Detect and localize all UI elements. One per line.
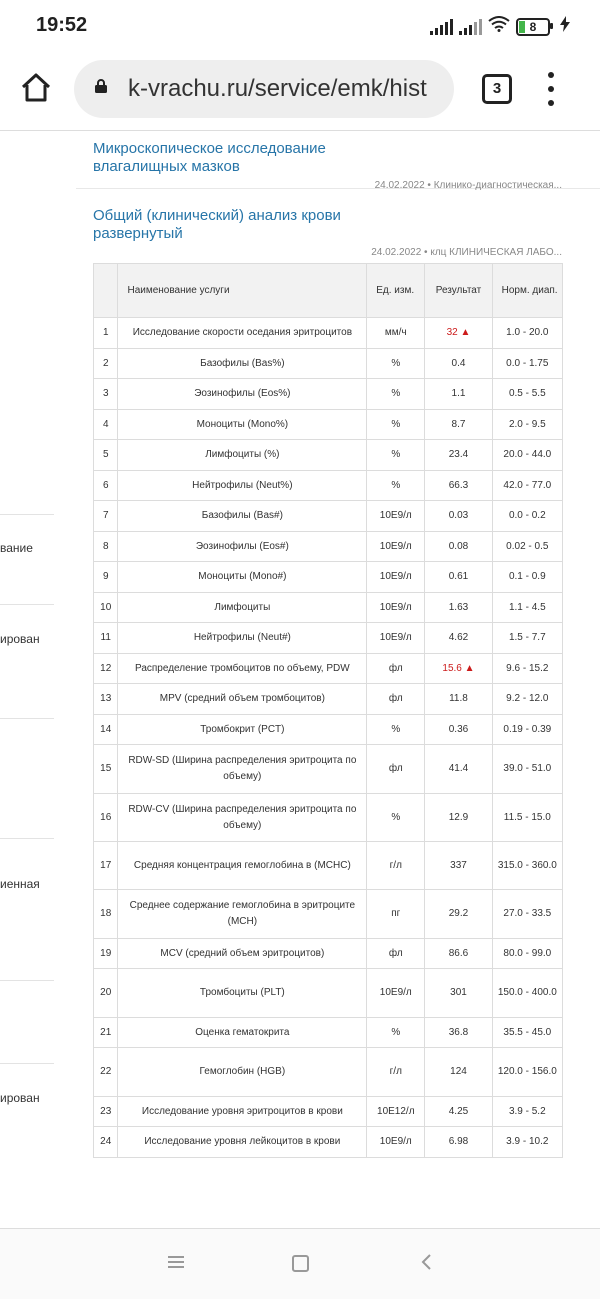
row-unit: фл — [367, 684, 425, 715]
row-result: 0.36 — [425, 715, 492, 745]
row-unit: % — [367, 471, 425, 501]
row-result: 4.62 — [425, 623, 492, 654]
row-unit: 10E9/л — [367, 532, 425, 562]
row-result: 66.3 — [425, 471, 492, 501]
row-number: 14 — [94, 715, 118, 745]
row-result: 86.6 — [425, 939, 492, 969]
row-number: 12 — [94, 654, 118, 684]
row-service-name: RDW-SD (Ширина распределения эритроцита по объему) — [118, 745, 367, 794]
table-row — [94, 440, 563, 471]
table-row — [94, 1048, 563, 1097]
row-unit: % — [367, 715, 425, 745]
row-service-name: Гемоглобин (HGB) — [118, 1048, 367, 1097]
row-result: 124 — [425, 1048, 492, 1097]
row-number: 3 — [94, 379, 118, 410]
row-result: 6.98 — [425, 1127, 492, 1158]
row-number: 7 — [94, 501, 118, 532]
row-number: 11 — [94, 623, 118, 654]
row-unit: 10E9/л — [367, 969, 425, 1018]
row-service-name: Оценка гематокрита — [118, 1018, 367, 1048]
url-field[interactable] — [74, 60, 454, 118]
row-norm-range: 1.0 - 20.0 — [492, 318, 562, 349]
left-divider — [0, 514, 54, 515]
row-result: 15.6 ▲ — [425, 654, 492, 684]
row-number: 6 — [94, 471, 118, 501]
row-norm-range: 20.0 - 44.0 — [492, 440, 562, 471]
row-norm-range: 0.19 - 0.39 — [492, 715, 562, 745]
row-unit: 10E9/л — [367, 1127, 425, 1158]
row-number: 8 — [94, 532, 118, 562]
url-text: k-vrachu.ru/service/emk/hist — [128, 75, 427, 102]
row-norm-range: 9.2 - 12.0 — [492, 684, 562, 715]
row-norm-range: 3.9 - 10.2 — [492, 1127, 562, 1158]
table-row — [94, 1097, 563, 1127]
table-header-row — [94, 264, 563, 318]
row-unit: % — [367, 410, 425, 440]
header-result: Результат — [425, 264, 492, 318]
row-result: 301 — [425, 969, 492, 1018]
more-icon — [548, 72, 554, 78]
row-result: 1.63 — [425, 593, 492, 623]
row-service-name: Эозинофилы (Eos#) — [118, 532, 367, 562]
table-row — [94, 684, 563, 715]
row-norm-range: 42.0 - 77.0 — [492, 471, 562, 501]
row-norm-range: 80.0 - 99.0 — [492, 939, 562, 969]
row-norm-range: 315.0 - 360.0 — [492, 842, 562, 890]
battery-level: 8 — [529, 19, 537, 34]
table-row — [94, 890, 563, 939]
row-service-name: MPV (средний объем тромбоцитов) — [118, 684, 367, 715]
row-service-name: Лимфоциты (%) — [118, 440, 367, 471]
browser-menu-button[interactable] — [546, 72, 556, 106]
row-norm-range: 27.0 - 33.5 — [492, 890, 562, 939]
left-item-fragment[interactable]: ирован — [0, 1091, 40, 1105]
left-item-fragment[interactable]: ирован — [0, 632, 40, 646]
system-nav-bar — [0, 1229, 600, 1299]
row-unit: % — [367, 440, 425, 471]
left-divider — [0, 838, 54, 839]
row-norm-range: 39.0 - 51.0 — [492, 745, 562, 794]
row-service-name: Нейтрофилы (Neut#) — [118, 623, 367, 654]
table-row — [94, 1018, 563, 1048]
record-meta: 24.02.2022 • Клинико-диагностическая... — [374, 180, 562, 191]
row-unit: г/л — [367, 1048, 425, 1097]
left-divider — [0, 980, 54, 981]
back-button[interactable] — [420, 1253, 432, 1271]
charging-icon — [560, 16, 570, 37]
row-number: 24 — [94, 1127, 118, 1158]
recent-apps-button[interactable] — [168, 1256, 184, 1268]
table-body — [94, 318, 563, 1158]
row-number: 15 — [94, 745, 118, 794]
row-norm-range: 1.1 - 4.5 — [492, 593, 562, 623]
table-row — [94, 794, 563, 842]
table-row — [94, 532, 563, 562]
row-number: 17 — [94, 842, 118, 890]
row-result: 41.4 — [425, 745, 492, 794]
table-row — [94, 379, 563, 410]
row-unit: фл — [367, 939, 425, 969]
row-service-name: MCV (средний объем эритроцитов) — [118, 939, 367, 969]
header-num — [94, 264, 118, 318]
row-norm-range: 0.5 - 5.5 — [492, 379, 562, 410]
row-service-name: Нейтрофилы (Neut%) — [118, 471, 367, 501]
row-result: 32 ▲ — [425, 318, 492, 349]
record-title-link[interactable]: Микроскопическое исследование влагалищных мазков — [93, 140, 326, 175]
left-item-fragment[interactable]: иенная — [0, 877, 40, 891]
table-row — [94, 745, 563, 794]
home-button[interactable] — [18, 70, 54, 106]
row-result: 337 — [425, 842, 492, 890]
tab-switcher-button[interactable]: 3 — [482, 74, 512, 104]
row-result: 23.4 — [425, 440, 492, 471]
row-service-name: Исследование уровня лейкоцитов в крови — [118, 1127, 367, 1158]
row-norm-range: 3.9 - 5.2 — [492, 1097, 562, 1127]
table-row — [94, 593, 563, 623]
row-service-name: Исследование уровня эритроцитов в крови — [118, 1097, 367, 1127]
left-item-fragment[interactable]: вание — [0, 541, 33, 555]
row-number: 22 — [94, 1048, 118, 1097]
row-number: 5 — [94, 440, 118, 471]
row-service-name: Исследование скорости оседания эритроцитов — [118, 318, 367, 349]
left-divider — [0, 718, 54, 719]
row-number: 4 — [94, 410, 118, 440]
table-row — [94, 969, 563, 1018]
row-unit: % — [367, 379, 425, 410]
row-number: 23 — [94, 1097, 118, 1127]
status-bar — [0, 0, 600, 56]
row-service-name: Базофилы (Bas%) — [118, 349, 367, 379]
row-number: 19 — [94, 939, 118, 969]
signal-icon — [430, 19, 453, 35]
record-title-link[interactable]: Общий (клинический) анализ крови развернутый — [93, 207, 341, 242]
row-service-name: Моноциты (Mono%) — [118, 410, 367, 440]
header-name: Наименование услуги — [118, 264, 367, 318]
table-row — [94, 318, 563, 349]
row-unit: пг — [367, 890, 425, 939]
row-service-name: Эозинофилы (Eos%) — [118, 379, 367, 410]
row-number: 2 — [94, 349, 118, 379]
row-number: 1 — [94, 318, 118, 349]
row-service-name: Распределение тромбоцитов по объему, PDW — [118, 654, 367, 684]
left-divider — [0, 1063, 54, 1064]
signal-icon-2 — [459, 19, 482, 35]
row-norm-range: 0.1 - 0.9 — [492, 562, 562, 593]
table-row — [94, 410, 563, 440]
row-service-name: Среднее содержание гемоглобина в эритроците (MCH) — [118, 890, 367, 939]
row-norm-range: 2.0 - 9.5 — [492, 410, 562, 440]
row-result: 0.61 — [425, 562, 492, 593]
row-unit: мм/ч — [367, 318, 425, 349]
row-number: 10 — [94, 593, 118, 623]
row-service-name: Тромбоциты (PLT) — [118, 969, 367, 1018]
row-service-name: Тромбокрит (PCT) — [118, 715, 367, 745]
page-divider — [0, 130, 600, 131]
row-number: 20 — [94, 969, 118, 1018]
table-row — [94, 654, 563, 684]
row-service-name: Лимфоциты — [118, 593, 367, 623]
home-icon — [18, 70, 54, 106]
table-row — [94, 501, 563, 532]
row-service-name: Базофилы (Bas#) — [118, 501, 367, 532]
row-result: 4.25 — [425, 1097, 492, 1127]
row-norm-range: 120.0 - 156.0 — [492, 1048, 562, 1097]
table-row — [94, 715, 563, 745]
row-service-name: Моноциты (Mono#) — [118, 562, 367, 593]
row-result: 8.7 — [425, 410, 492, 440]
row-norm-range: 0.0 - 1.75 — [492, 349, 562, 379]
row-service-name: RDW-CV (Ширина распределения эритроцита по объему) — [118, 794, 367, 842]
row-result: 0.08 — [425, 532, 492, 562]
wifi-icon — [488, 16, 510, 37]
left-divider — [0, 604, 54, 605]
row-result: 36.8 — [425, 1018, 492, 1048]
row-number: 18 — [94, 890, 118, 939]
row-norm-range: 9.6 - 15.2 — [492, 654, 562, 684]
status-time: 19:52 — [36, 14, 88, 36]
row-unit: % — [367, 1018, 425, 1048]
row-unit: 10E9/л — [367, 562, 425, 593]
row-norm-range: 35.5 - 45.0 — [492, 1018, 562, 1048]
row-result: 29.2 — [425, 890, 492, 939]
record-meta: 24.02.2022 • клц КЛИНИЧЕСКАЯ ЛАБО... — [371, 247, 562, 258]
table-row — [94, 842, 563, 890]
row-unit: 10E9/л — [367, 501, 425, 532]
lock-icon — [94, 79, 108, 93]
row-unit: 10E9/л — [367, 593, 425, 623]
row-result: 0.03 — [425, 501, 492, 532]
table-row — [94, 562, 563, 593]
row-number: 16 — [94, 794, 118, 842]
row-norm-range: 150.0 - 400.0 — [492, 969, 562, 1018]
row-unit: г/л — [367, 842, 425, 890]
row-service-name: Средняя концентрация гемоглобина в (MCHC) — [118, 842, 367, 890]
table-row — [94, 623, 563, 654]
row-unit: фл — [367, 745, 425, 794]
row-unit: 10E9/л — [367, 623, 425, 654]
system-home-button[interactable] — [292, 1255, 309, 1272]
row-number: 13 — [94, 684, 118, 715]
table-row — [94, 939, 563, 969]
row-unit: 10E12/л — [367, 1097, 425, 1127]
header-unit: Ед. изм. — [367, 264, 425, 318]
status-icons — [430, 16, 570, 37]
row-result: 0.4 — [425, 349, 492, 379]
row-result: 12.9 — [425, 794, 492, 842]
row-norm-range: 1.5 - 7.7 — [492, 623, 562, 654]
row-number: 9 — [94, 562, 118, 593]
row-norm-range: 0.02 - 0.5 — [492, 532, 562, 562]
table-row — [94, 349, 563, 379]
table-row — [94, 471, 563, 501]
results-table — [93, 263, 563, 1158]
row-norm-range: 11.5 - 15.0 — [492, 794, 562, 842]
header-norm: Норм. диап. — [492, 264, 562, 318]
browser-toolbar — [0, 56, 600, 128]
row-number: 21 — [94, 1018, 118, 1048]
row-unit: % — [367, 349, 425, 379]
battery-icon — [516, 18, 550, 36]
row-result: 11.8 — [425, 684, 492, 715]
table-row — [94, 1127, 563, 1158]
row-norm-range: 0.0 - 0.2 — [492, 501, 562, 532]
row-unit: фл — [367, 654, 425, 684]
row-result: 1.1 — [425, 379, 492, 410]
row-unit: % — [367, 794, 425, 842]
